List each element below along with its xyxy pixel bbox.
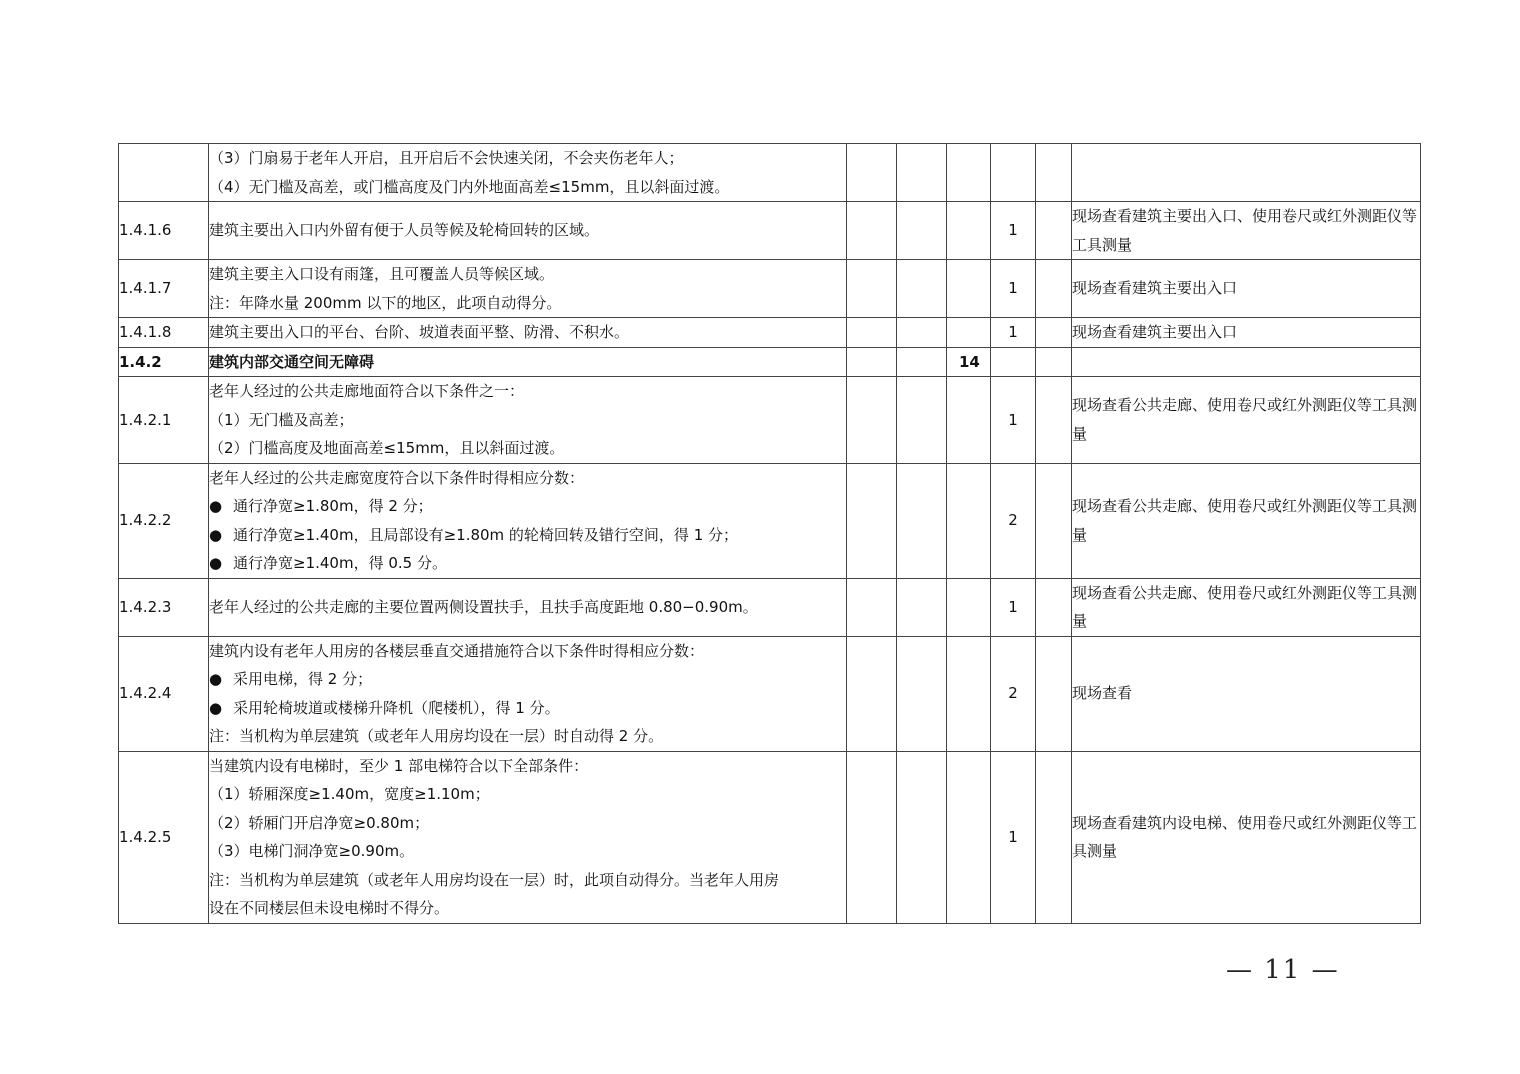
check-method	[1072, 144, 1421, 202]
item-score	[991, 144, 1036, 202]
item-code: 1.4.2.3	[119, 578, 209, 636]
bullet-icon: ●	[209, 698, 223, 717]
bullet-icon: ●	[209, 525, 223, 544]
bullet-icon: ●	[209, 554, 223, 572]
item-description: 老年人经过的公共走廊宽度符合以下条件时得相应分数： ● 通行净宽≥1.80m，得 2 分； ● 通行净宽≥1.40m，且局部设有≥1.80m 的轮椅回转及错行空间，得 1 分； ● 通行净宽≥1.40m，得 0.5 分。	[209, 463, 847, 578]
item-description: 老年人经过的公共走廊地面符合以下条件之一： （1）无门槛及高差； （2）门槛高度及地面高差≤15mm，且以斜面过渡。	[209, 377, 847, 464]
check-method: 现场查看建筑主要出入口	[1072, 318, 1421, 348]
section-row	[119, 347, 1421, 377]
check-method: 现场查看公共走廊、使用卷尺或红外测距仪等工具测量	[1072, 377, 1421, 464]
item-description: 老年人经过的公共走廊的主要位置两侧设置扶手，且扶手高度距地 0.80−0.90m。	[209, 578, 847, 636]
item-description: （3）门扇易于老年人开启，且开启后不会快速关闭，不会夹伤老年人； （4）无门槛及高差，或门槛高度及门内外地面高差≤15mm，且以斜面过渡。	[209, 144, 847, 202]
item-description: 建筑主要主入口设有雨篷，且可覆盖人员等候区域。 注：年降水量 200mm 以下的地区，此项自动得分。	[209, 260, 847, 318]
item-score: 1	[991, 751, 1036, 923]
page-number: — 11 —	[1226, 955, 1340, 985]
table-row	[119, 318, 1421, 348]
item-code	[119, 144, 209, 202]
check-method: 现场查看建筑主要出入口	[1072, 260, 1421, 318]
check-method: 现场查看	[1072, 636, 1421, 751]
item-code: 1.4.1.6	[119, 202, 209, 260]
evaluation-table	[118, 143, 1421, 924]
table-row	[119, 751, 1421, 923]
check-method: 现场查看公共走廊、使用卷尺或红外测距仪等工具测量	[1072, 463, 1421, 578]
item-score: 1	[991, 260, 1036, 318]
table-row	[119, 463, 1421, 578]
item-description: 当建筑内设有电梯时，至少 1 部电梯符合以下全部条件： （1）轿厢深度≥1.40m，宽度≥1.10m； （2）轿厢门开启净宽≥0.80m； （3）电梯门洞净宽≥0.90m。 注：当机构为单层建筑（或老年人用房均设在一层）时，此项自动得分。当老年人用房 设在不同楼层但未设电梯时不得分。	[209, 751, 847, 923]
item-score: 2	[991, 463, 1036, 578]
item-score: 1	[991, 377, 1036, 464]
item-description: 建筑内设有老年人用房的各楼层垂直交通措施符合以下条件时得相应分数： ● 采用电梯，得 2 分； ● 采用轮椅坡道或楼梯升降机（爬楼机），得 1 分。 注：当机构为单层建筑（或老年人用房均设在一层）时自动得 2 分。	[209, 636, 847, 751]
item-code: 1.4.2.1	[119, 377, 209, 464]
table-row	[119, 636, 1421, 751]
item-code: 1.4.2.2	[119, 463, 209, 578]
item-description: 建筑主要出入口内外留有便于人员等候及轮椅回转的区域。	[209, 202, 847, 260]
item-code: 1.4.2.5	[119, 751, 209, 923]
table-row	[119, 202, 1421, 260]
bullet-icon: ●	[209, 497, 223, 515]
item-score: 1	[991, 318, 1036, 348]
item-code: 1.4.2.4	[119, 636, 209, 751]
table-row	[119, 260, 1421, 318]
check-method: 现场查看公共走廊、使用卷尺或红外测距仪等工具测量	[1072, 578, 1421, 636]
item-description: 建筑主要出入口的平台、台阶、坡道表面平整、防滑、不积水。	[209, 318, 847, 348]
item-score: 2	[991, 636, 1036, 751]
table-row	[119, 578, 1421, 636]
item-score: 1	[991, 578, 1036, 636]
section-code: 1.4.2	[119, 347, 209, 377]
item-code: 1.4.1.8	[119, 318, 209, 348]
bullet-icon: ●	[209, 670, 223, 688]
table-row	[119, 144, 1421, 202]
section-title: 建筑内部交通空间无障碍	[209, 347, 847, 377]
section-subtotal: 14	[947, 347, 991, 377]
item-score: 1	[991, 202, 1036, 260]
check-method: 现场查看建筑主要出入口、使用卷尺或红外测距仪等工具测量	[1072, 202, 1421, 260]
table-row	[119, 377, 1421, 464]
check-method: 现场查看建筑内设电梯、使用卷尺或红外测距仪等工具测量	[1072, 751, 1421, 923]
item-code: 1.4.1.7	[119, 260, 209, 318]
